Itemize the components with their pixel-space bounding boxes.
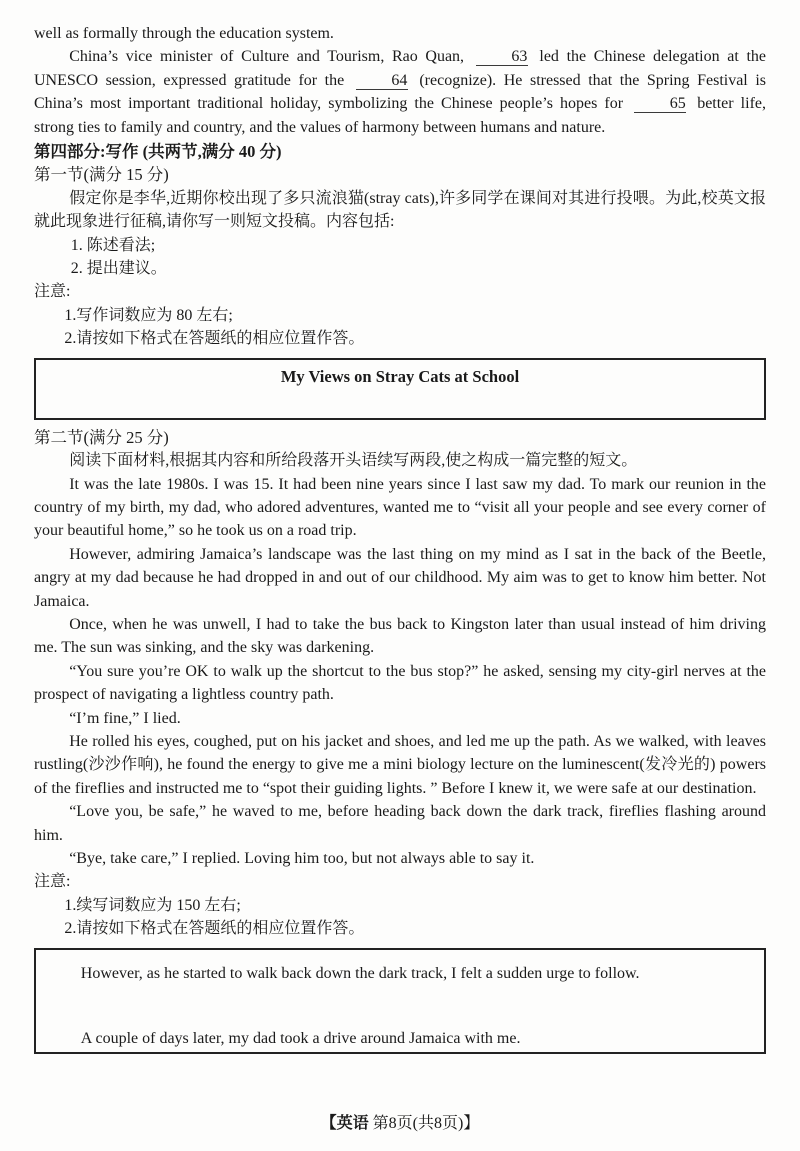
- story-paragraph-2: However, admiring Jamaica’s landscape was the last thing on my mind as I sat in the back of the Beetle, angry at my dad because he had dropped in and out of our childhood. My aim was to get to know him better. Not Jamaica.: [34, 545, 766, 610]
- story-paragraph-4: “You sure you’re OK to walk up the shortcut to the bus stop?” he asked, sensing my city-girl nerves at the prospect of navigating a lightless country path.: [34, 662, 766, 704]
- section2-note-1: 1.续写词数应为 150 左右;: [64, 896, 241, 914]
- blank-64: 64: [356, 72, 408, 90]
- continuation-opening-2: A couple of days later, my dad took a drive around Jamaica with me.: [80, 1030, 521, 1048]
- cloze-text-2: led the Chinese delegation at the UNESCO session, expressed gratitude for the: [34, 48, 767, 89]
- section1-note-2: 2.请按如下格式在答题纸的相应位置作答。: [64, 330, 365, 348]
- story-paragraph-8: “Bye, take care,” I replied. Loving him too, but not always able to say it.: [69, 850, 535, 867]
- section2-note-2: 2.请按如下格式在答题纸的相应位置作答。: [64, 920, 365, 938]
- section2-title: 第二节(满分 25 分): [34, 427, 169, 447]
- page-footer: [0, 1112, 800, 1135]
- part4-heading: 第四部分:写作 (共两节,满分 40 分): [34, 142, 282, 162]
- section1-point-2: 2. 提出建议。: [70, 260, 167, 278]
- section1-notes-label: 注意:: [34, 283, 71, 301]
- cloze-text-3: (recognize). He stressed that the Spring Festival is China’s most important traditional holiday, symbolizing the Chinese people’s hopes for: [34, 71, 766, 113]
- footer-subject-label: 【英语: [320, 1114, 369, 1132]
- story-paragraph-5: “I’m fine,” I lied.: [69, 709, 181, 727]
- section2-prompt: 阅读下面材料,根据其内容和所给段落开头语续写两段,使之构成一篇完整的短文。: [69, 452, 638, 470]
- story-paragraph-1: It was the late 1980s. I was 15. It had been nine years since I last saw my dad. To mark our reunion in the country of my birth, my dad, who adored adventures, wanted me to “visit all your people and see every corner of your beautiful home,” so he took us on a road trip.: [34, 475, 766, 540]
- intro-tail-paragraph: well as formally through the education system.: [34, 25, 334, 42]
- blank-65: 65: [634, 95, 686, 113]
- story-paragraph-6: He rolled his eyes, coughed, put on his jacket and shoes, and led me up the path. As we walked, with leaves rustling(沙沙作响), he found the energy to give me a mini biology lecture on the luminescent(发冷光的) powers of the fireflies and instructed me to “spot their guiding lights. ” Before I knew it, we were safe at our destination.: [34, 732, 766, 797]
- cloze-paragraph: [34, 45, 766, 139]
- continuation-opening-1: However, as he started to walk back down the dark track, I felt a sudden urge to follow.: [80, 964, 640, 982]
- blank-63: 63: [476, 48, 528, 66]
- cloze-text-4: better life, strong ties to family and country, and the values of harmony between humans and nature.: [34, 95, 766, 136]
- section1-title: 第一节(满分 15 分): [34, 165, 169, 185]
- footer-page-number: 第8页(共8页)】: [372, 1114, 480, 1132]
- story-paragraph-7: “Love you, be safe,” he waved to me, before heading back down the dark track, fireflies flashing around him.: [34, 803, 766, 844]
- section2-notes-label: 注意:: [34, 873, 71, 891]
- section1-point-1: 1. 陈述看法;: [70, 236, 156, 254]
- story-paragraph-3: Once, when he was unwell, I had to take the bus back to Kingston later than usual instead of him driving me. The sun was sinking, and the sky was darkening.: [34, 615, 766, 657]
- section1-note-1: 1.写作词数应为 80 左右;: [64, 306, 233, 324]
- cloze-text-1: China’s vice minister of Culture and Tourism, Rao Quan,: [69, 48, 472, 66]
- section1-prompt: 假定你是李华,近期你校出现了多只流浪猫(stray cats),许多同学在课间对其进行投喂。为此,校英文报就此现象进行征稿,请你写一则短文投稿。内容包括:: [34, 189, 766, 231]
- continuation-box: [34, 948, 766, 1054]
- composition-box: [34, 358, 766, 420]
- composition-box-title: My Views on Stray Cats at School: [280, 366, 520, 386]
